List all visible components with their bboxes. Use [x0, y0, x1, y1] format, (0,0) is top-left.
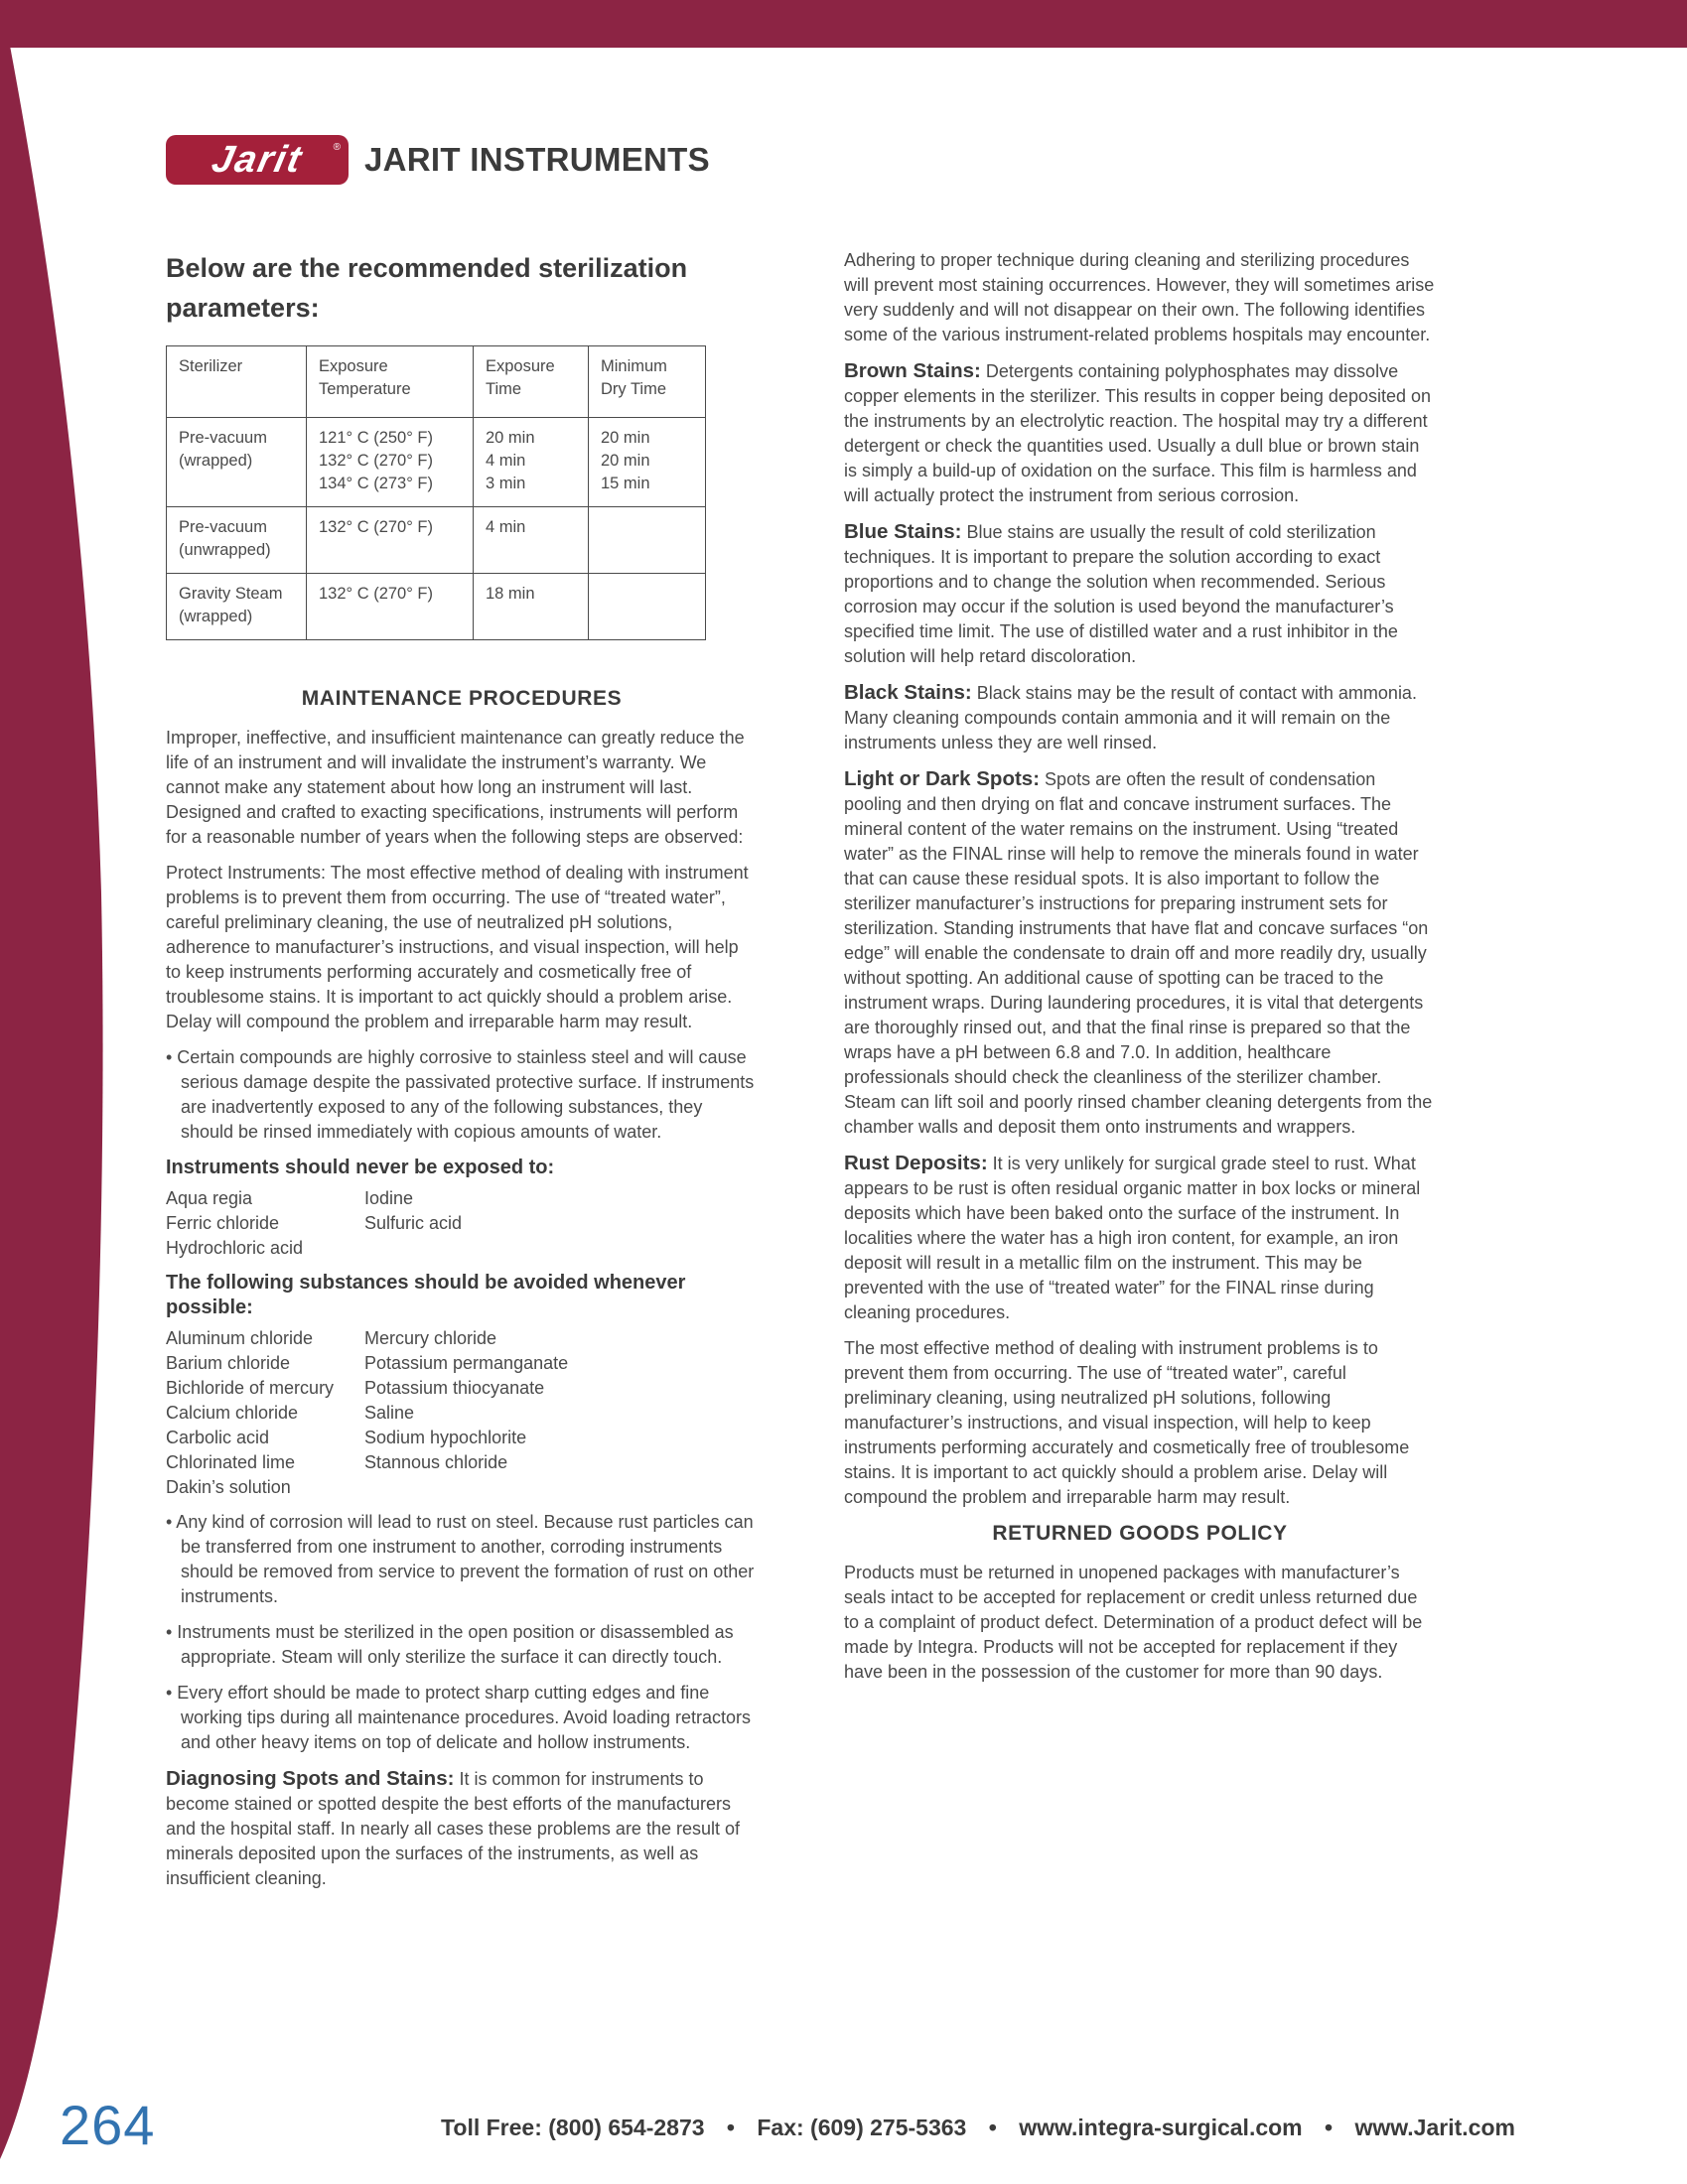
- sterilization-intro-heading: Below are the recommended sterilization parameters:: [166, 253, 688, 323]
- cell-line: 4 min: [486, 452, 526, 470]
- blue-stains-text: Blue stains are usually the result of cold sterilization techniques. It is important to prepare the solution according to exact proportions and to change the solution when recommended. Serious corrosion may occur if the solution is used beyond the manufacturer’s specified time limit. The use of distilled water and a rust inhibitor in the solution will help retard discoloration.: [844, 522, 1398, 666]
- bullet-sterilized-open: • Instruments must be sterilized in the open position or disassembled as appropriate. Steam will only sterilize the surface it can directly touch.: [166, 1622, 734, 1667]
- top-maroon-band: [0, 0, 1687, 48]
- footer-contact-line: [338, 2115, 1618, 2141]
- cell-line: 3 min: [486, 475, 526, 492]
- cell-line: Gravity Steam: [179, 585, 283, 603]
- cell-line: 132° C (270° F): [319, 452, 433, 470]
- cell-line: 4 min: [486, 518, 526, 536]
- cell-line: 18 min: [486, 585, 535, 603]
- list-item: Calcium chloride: [166, 1403, 299, 1423]
- table-header-row: [167, 346, 706, 418]
- brand-header: [166, 135, 710, 185]
- cell-line: Pre-vacuum: [179, 429, 267, 447]
- black-stains-text: Black stains may be the result of contact with ammonia. Many cleaning compounds contain ammonia and it will remain on the instruments unless they are well rinsed.: [844, 683, 1417, 752]
- header-line: Dry Time: [601, 380, 666, 398]
- list-item: Potassium permanganate: [364, 1353, 569, 1373]
- para-adhering: Adhering to proper technique during cleaning and sterilizing procedures will prevent most staining occurrences. However, they will sometimes arise very suddenly and will not disappear on their own. The following identifies some of the various instrument-related problems hospitals may encounter.: [844, 250, 1435, 344]
- cell-times: [474, 507, 589, 574]
- list-item: Carbolic acid: [166, 1428, 270, 1447]
- para-improper-maintenance: Improper, ineffective, and insufficient maintenance can greatly reduce the life of an instrument and will invalidate the instrument’s warranty. We cannot make any statement about how long an instrument will last. Designed and crafted to exacting specifications, instruments will perform for a reasonable number of years when the following steps are observed:: [166, 728, 745, 847]
- header-line: Exposure: [319, 357, 388, 375]
- footer-bullet-icon: •: [988, 2115, 997, 2140]
- cell-line: 20 min: [601, 452, 650, 470]
- page-title: JARIT INSTRUMENTS: [364, 141, 710, 178]
- cell-times: [474, 418, 589, 507]
- table-row: [167, 418, 706, 507]
- header-line: Exposure: [486, 357, 555, 375]
- cell-line: 20 min: [486, 429, 535, 447]
- table-row: [167, 574, 706, 640]
- para-returned-goods: Products must be returned in unopened packages with manufacturer’s seals intact to be accepted for replacement or credit unless returned due to a complaint of product defect. Determination of a product defect will be made by Integra. Products will not be accepted for replacement if they have been in the possession of the customer for more than 90 days.: [844, 1563, 1423, 1682]
- footer-jarit-url: www.Jarit.com: [1354, 2115, 1515, 2140]
- left-maroon-crescent: [0, 0, 129, 2184]
- cell-times: [474, 574, 589, 640]
- cell-line: (wrapped): [179, 608, 253, 625]
- bullet-corrosion-rust: • Any kind of corrosion will lead to rust on steel. Because rust particles can be transferred from one instrument to another, corroding instruments should be removed from service to prevent the formation of rust on other instruments.: [166, 1512, 755, 1606]
- para-brown-stains: [844, 358, 1436, 508]
- rust-deposits-text: It is very unlikely for surgical grade steel to rust. What appears to be rust is often residual organic matter in box locks or mineral deposits which have been baked onto the surface of the instrument. In localities where the water has a high iron content, for example, an iron deposit will result in a metallic film on the instrument. This may be prevented with the use of “treated water” for the FINAL rinse during cleaning procedures.: [844, 1154, 1421, 1322]
- list-item: Stannous chloride: [364, 1452, 508, 1472]
- cell-line: 132° C (270° F): [319, 518, 433, 536]
- col-header-minimum-dry-time: [589, 346, 706, 418]
- para-black-stains: [844, 680, 1436, 755]
- brown-stains-text: Detergents containing polyphosphates may dissolve copper elements in the sterilizer. This results in copper being deposited on the instruments by an electrolytic reaction. The hospital may try a different detergent or check the quantities used. Usually a dull blue or brown stain is simply a build-up of oxidation on the surface. This film is harmless and will actually protect the instrument from serious corrosion.: [844, 361, 1432, 505]
- diagnosing-lead: Diagnosing Spots and Stains:: [166, 1767, 455, 1790]
- blue-stains-lead: Blue Stains:: [844, 520, 962, 543]
- bullet-certain-compounds: • Certain compounds are highly corrosive to stainless steel and will cause serious damage despite the passivated protective surface. If instruments are inadvertently exposed to any of the following substances, they should be rinsed immediately with copious amounts of water.: [166, 1047, 755, 1142]
- list-item: Aqua regia: [166, 1188, 253, 1208]
- maintenance-procedures-heading: MAINTENANCE PROCEDURES: [301, 687, 623, 710]
- cell-temperatures: [307, 574, 474, 640]
- cell-temperatures: [307, 507, 474, 574]
- list-item: Hydrochloric acid: [166, 1238, 304, 1258]
- cell-line: 15 min: [601, 475, 650, 492]
- para-most-effective: The most effective method of dealing with instrument problems is to prevent them from occurring. The use of “treated water”, careful preliminary cleaning, using neutralized pH solutions, following manufacturer’s instructions, and visual inspection, will help to keep instruments performing accurately and cosmetically free of troublesome stains. It is important to act quickly should a problem arise. Delay will compound the problem and irreparable harm may result.: [844, 1338, 1410, 1507]
- col-header-sterilizer: [167, 346, 307, 418]
- diagnosing-text: It is common for instruments to become stained or spotted despite the best efforts of the manufacturers and the hospital staff. In nearly all cases these problems are the result of minerals deposited upon the surfaces of the instruments, as well as insufficient cleaning.: [166, 1769, 740, 1888]
- cell-line: 121° C (250° F): [319, 429, 433, 447]
- subhead-avoid-substances: The following substances should be avoided whenever possible:: [166, 1272, 686, 1318]
- cell-dry-times-empty: [589, 574, 706, 640]
- cell-sterilizer: [167, 507, 307, 574]
- cell-sterilizer: [167, 574, 307, 640]
- cell-line: (wrapped): [179, 452, 253, 470]
- cell-temperatures: [307, 418, 474, 507]
- col-header-exposure-temperature: [307, 346, 474, 418]
- table-row: [167, 507, 706, 574]
- footer-bullet-icon: •: [726, 2115, 735, 2140]
- col-header-exposure-time: [474, 346, 589, 418]
- header-line: Temperature: [319, 380, 411, 398]
- list-item: Dakin’s solution: [166, 1477, 291, 1497]
- list-item: Saline: [364, 1403, 415, 1423]
- subhead-never-exposed: Instruments should never be exposed to:: [166, 1157, 555, 1178]
- list-item: Potassium thiocyanate: [364, 1378, 545, 1398]
- sterilization-parameters-table: [166, 345, 706, 640]
- list-item: Mercury chloride: [364, 1328, 497, 1348]
- spots-lead: Light or Dark Spots:: [844, 767, 1041, 790]
- footer-integra-url: www.integra-surgical.com: [1019, 2115, 1303, 2140]
- bullet-protect-edges: • Every effort should be made to protect sharp cutting edges and fine working tips during all maintenance procedures. Avoid loading retractors and other heavy items on top of delicate and hollow instruments.: [166, 1683, 751, 1752]
- para-protect-instruments: Protect Instruments: The most effective method of dealing with instrument problems is to prevent them from occurring. The use of “treated water”, careful preliminary cleaning, the use of neutralized pH solutions, adherence to manufacturer’s instructions, and visual inspection, will help to keep instruments performing accurately and cosmetically free of troublesome stains. It is important to act quickly should a problem arise. Delay will compound the problem and irreparable harm may result.: [166, 863, 749, 1031]
- cell-line: Pre-vacuum: [179, 518, 267, 536]
- list-item: Barium chloride: [166, 1353, 291, 1373]
- list-item: Sodium hypochlorite: [364, 1428, 527, 1447]
- right-column: [844, 248, 1436, 1696]
- brown-stains-lead: Brown Stains:: [844, 359, 981, 382]
- avoid-substances-list: [166, 1326, 758, 1500]
- header-line: Sterilizer: [179, 357, 243, 375]
- para-blue-stains: [844, 519, 1436, 669]
- list-item-empty: [364, 1236, 758, 1261]
- rust-deposits-lead: Rust Deposits:: [844, 1152, 988, 1174]
- list-item-empty: [364, 1475, 758, 1500]
- jarit-logo: [166, 135, 349, 185]
- cell-line: (unwrapped): [179, 541, 271, 559]
- cell-dry-times-empty: [589, 507, 706, 574]
- black-stains-lead: Black Stains:: [844, 681, 972, 704]
- list-item: Chlorinated lime: [166, 1452, 296, 1472]
- para-diagnosing-spots: [166, 1766, 758, 1891]
- list-item: Iodine: [364, 1188, 414, 1208]
- never-exposed-list: [166, 1186, 758, 1261]
- cell-line: 134° C (273° F): [319, 475, 433, 492]
- list-item: Aluminum chloride: [166, 1328, 314, 1348]
- cell-line: 20 min: [601, 429, 650, 447]
- returned-goods-policy-heading: RETURNED GOODS POLICY: [992, 1522, 1288, 1545]
- cell-dry-times: [589, 418, 706, 507]
- spots-text: Spots are often the result of condensation pooling and then drying on flat and concave instrument surfaces. The mineral content of the water remains on the instrument. Using “treated water” as the FINAL rinse will help to remove the minerals found in water that can cause these residual spots. It is also important to follow the sterilizer manufacturer’s instructions for preparing instrument sets for sterilization. Standing instruments that have flat and concave surfaces “on edge” will enable the condensate to drain off and more readily dry, usually without spotting. An additional cause of spotting can be traced to the instrument wraps. During laundering procedures, it is vital that detergents are thoroughly rinsed out, and that the final rinse is prepared so that the wraps have a pH between 6.8 and 7.0. In addition, healthcare professionals should check the cleanliness of the sterilizer chamber. Steam can lift soil and poorly rinsed chamber cleaning detergents from the chamber walls and deposit them onto instruments and wrappers.: [844, 769, 1433, 1137]
- jarit-logo-text: Jarit: [208, 139, 307, 181]
- header-line: Minimum: [601, 357, 667, 375]
- list-item: Sulfuric acid: [364, 1213, 463, 1233]
- para-light-dark-spots: [844, 766, 1436, 1140]
- footer-fax: Fax: (609) 275-5363: [757, 2115, 967, 2140]
- cell-sterilizer: [167, 418, 307, 507]
- para-rust-deposits: [844, 1151, 1436, 1325]
- header-line: Time: [486, 380, 522, 398]
- list-item: Ferric chloride: [166, 1213, 280, 1233]
- footer-bullet-icon: •: [1325, 2115, 1334, 2140]
- list-item: Bichloride of mercury: [166, 1378, 335, 1398]
- left-column: [166, 248, 758, 1902]
- page-number: 264: [60, 2094, 156, 2156]
- footer-toll-free: Toll Free: (800) 654-2873: [441, 2115, 705, 2140]
- registered-mark-icon: ®: [333, 142, 341, 153]
- cell-line: 132° C (270° F): [319, 585, 433, 603]
